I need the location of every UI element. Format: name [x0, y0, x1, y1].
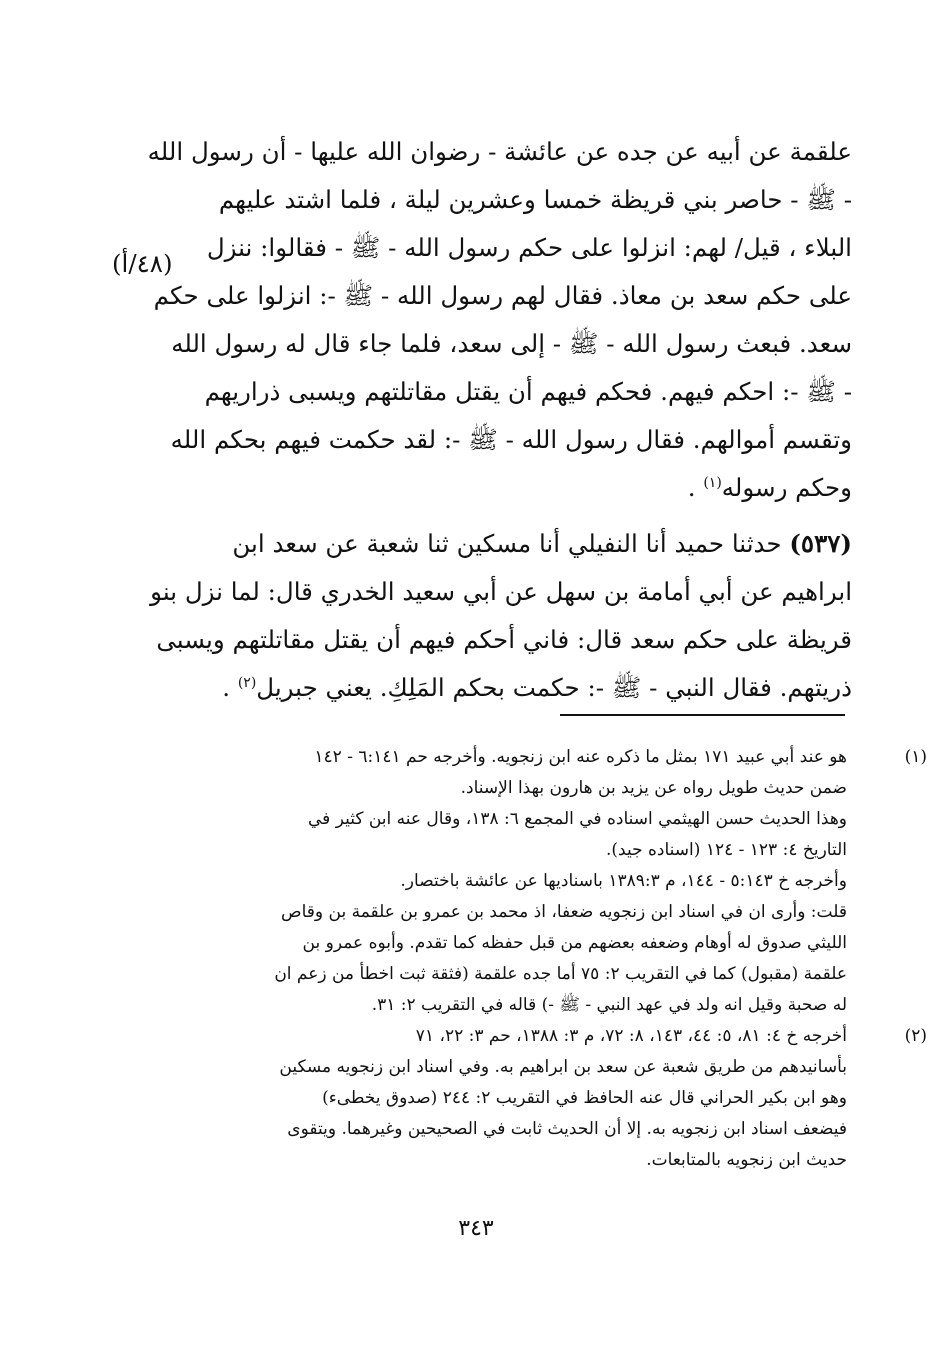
footnote-line: وأخرجه خ ٥:١٤٣ - ١٤٤، م ١٣٨٩:٣ باسناديها عن عائشة باختصار. — [400, 871, 847, 891]
footnote-line: هو عند أبي عبيد ١٧١ بمثل ما ذكره عنه ابن زنجويه. وأخرجه حم ٦:١٤١ - ١٤٢ — [314, 747, 847, 767]
footnote-number: (١) — [904, 747, 927, 767]
footnote-2 — [182, 1021, 927, 1176]
text-line-content: ذريتهم. فقال النبي - ﷺ -: حكمت بحكم المَلِكِ. يعني جبريل — [256, 673, 852, 702]
text-line: سعد. فبعث رسول الله - ﷺ - إلى سعد، فلما جاء قال له رسول الله — [171, 329, 852, 358]
text-line — [132, 664, 852, 712]
text-line: ابراهيم عن أبي أمامة بن سهل عن أبي سعيد الخدري قال: لما نزل بنو — [150, 577, 852, 606]
main-text — [132, 128, 852, 712]
footnote-ref: (٢) — [237, 674, 257, 691]
footnote-line: أخرجه خ ٤: ٨١، ٥: ٤٤، ١٤٣، ٨: ٧٢، م ٣: ١٣٨٨، حم ٣: ٢٢، ٧١ — [415, 1026, 847, 1046]
text-line: قريظة على حكم سعد قال: فاني أحكم فيهم أن يقتل مقاتلتهم ويسبى — [156, 625, 852, 654]
footnotes — [182, 742, 927, 1176]
footnote-ref: (١) — [703, 474, 722, 491]
line-end: . — [687, 473, 704, 502]
footnote-line: حديث ابن زنجويه بالمتابعات. — [646, 1150, 847, 1170]
footnote-line: التاريخ ٤: ١٢٣ - ١٢٤ (اسناده جيد). — [606, 840, 847, 860]
text-line: - ﷺ - حاصر بني قريظة خمسا وعشرين ليلة ، فلما اشتد عليهم — [218, 185, 852, 214]
line-end: . — [222, 673, 238, 702]
text-line: على حكم سعد بن معاذ. فقال لهم رسول الله - ﷺ -: انزلوا على حكم — [153, 281, 852, 310]
footnote-1 — [182, 742, 927, 1021]
text-line-last — [132, 464, 852, 512]
footnote-line: علقمة (مقبول) كما في التقريب ٢: ٧٥ أما جده علقمة (فثقة ثبت اخطأ من زعم ان — [274, 964, 847, 984]
footnote-line: قلت: وأرى ان في اسناد ابن زنجويه ضعفا، اذ محمد بن عمرو بن علقمة بن وقاص — [281, 902, 847, 922]
hadith-paragraph — [132, 520, 852, 712]
footnote-line: ضمن حديث طويل رواه عن يزيد بن هارون بهذا الإسناد. — [460, 778, 847, 798]
footnote-line: بأسانيدهم من طريق شعبة عن سعد بن ابراهيم به. وفي اسناد ابن زنجويه مسكين — [279, 1057, 847, 1077]
text-line: وتقسم أموالهم. فقال رسول الله - ﷺ -: لقد حكمت فيهم بحكم الله — [170, 425, 852, 454]
footnote-line: فيضعف اسناد ابن زنجويه به. إلا أن الحديث ثابت في الصحيحين وغيرهما. ويتقوى — [287, 1119, 847, 1139]
footnote-line: وهذا الحديث حسن الهيثمي اسناده في المجمع ٦: ١٣٨، وقال عنه ابن كثير في — [308, 809, 847, 829]
page-number: ٣٤٣ — [458, 1216, 494, 1241]
footnote-divider — [560, 714, 845, 716]
text-line: البلاء ، قيل/ لهم: انزلوا على حكم رسول الله - ﷺ - فقالوا: ننزل — [206, 233, 852, 262]
footnote-line: له صحبة وقيل انه ولد في عهد النبي - ﷺ -) قاله في التقريب ٢: ٣١. — [371, 995, 847, 1015]
text-line: علقمة عن أبيه عن جده عن عائشة - رضوان الله عليها - أن رسول الله — [147, 137, 852, 166]
margin-folio-ref: (٤٨/أ) — [112, 249, 173, 278]
text-line — [132, 520, 852, 568]
footnote-line: وهو ابن بكير الحراني قال عنه الحافظ في التقريب ٢: ٢٤٤ (صدوق يخطىء) — [322, 1088, 847, 1108]
footnote-number: (٢) — [904, 1026, 927, 1046]
text-line-content: حدثنا حميد أنا النفيلي أنا مسكين ثنا شعبة عن سعد ابن — [232, 529, 782, 558]
hadith-number: (٥٣٧) — [789, 529, 852, 558]
text-line-content: وحكم رسوله — [721, 473, 852, 502]
text-line: - ﷺ -: احكم فيهم. فحكم فيهم أن يقتل مقاتلتهم ويسبى ذراريهم — [204, 377, 852, 406]
footnote-line: الليثي صدوق له أوهام وضعفه بعضهم من قبل حفظه كما تقدم. وأبوه عمرو بن — [302, 933, 847, 953]
